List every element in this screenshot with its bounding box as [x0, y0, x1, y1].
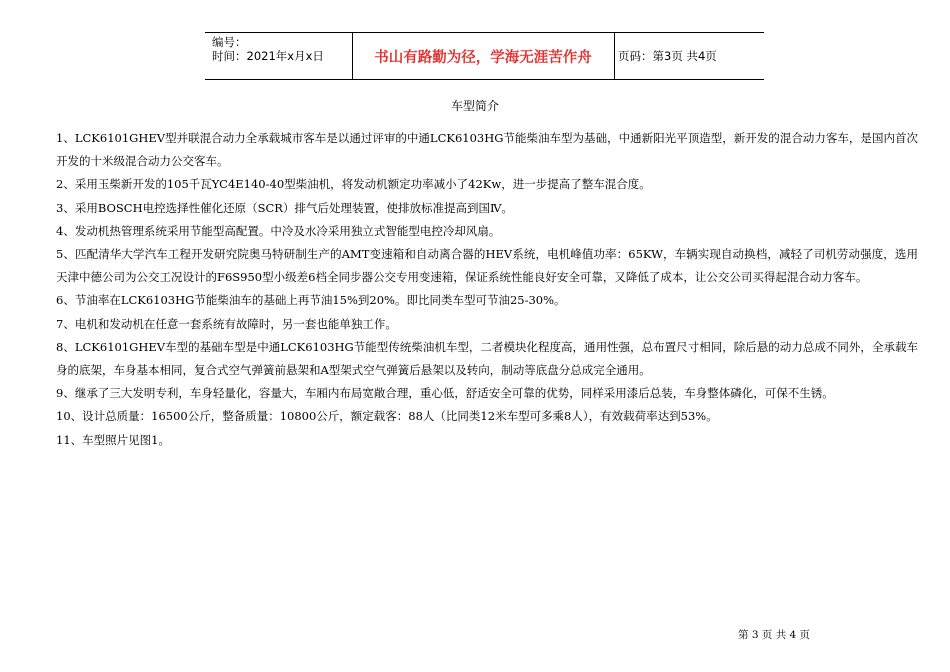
document-body — [56, 127, 918, 452]
page-footer: 第 3 页 共 4 页 — [738, 629, 811, 641]
header-meta — [212, 35, 355, 63]
doc-time-label: 时间：2021年x月x日 — [212, 49, 324, 63]
paragraph: 6、节油率在LCK6103HG节能柴油车的基础上再节油15%到20%。即比同类车型可节油25-30%。 — [56, 293, 566, 308]
paragraph: 7、电机和发动机在任意一套系统有故障时，另一套也能单独工作。 — [56, 316, 397, 331]
document-title: 车型简介 — [450, 99, 499, 113]
page-header — [205, 32, 764, 80]
paragraph: 4、发动机热管理系统采用节能型高配置。中冷及水冷采用独立式智能型电控冷却风扇。 — [56, 223, 501, 238]
doc-number-label: 编号： — [212, 35, 247, 49]
paragraph: 11、车型照片见图1。 — [56, 432, 170, 447]
header-motto: 书山有路勤为径，学海无涯苦作舟 — [374, 49, 592, 66]
paragraph: 9、继承了三大发明专利，车身轻量化，容量大，车厢内布局宽敞合理，重心低，舒适安全可靠的优势，同样采用漆后总装，车身整体磷化，可保不生锈。 — [56, 386, 834, 401]
paragraph: 3、采用BOSCH电控选择性催化还原（SCR）排气后处理装置，使排放标准提高到国Ⅳ。 — [56, 200, 513, 215]
paragraph: 1、LCK6101GHEV型并联混合动力全承载城市客车是以通过评审的中通LCK6103HG节能柴油车型为基础，中通新阳光平顶造型，新开发的混合动力客车，是国内首次开发的十米级混合动力公交客车。 — [56, 131, 918, 169]
paragraph: 8、LCK6101GHEV车型的基础车型是中通LCK6103HG节能型传统柴油机车型，二者模块化程度高，通用性强，总布置尺寸相同，除后悬的动力总成不同外，全承载车身的底架，车身基本相同，复合式空气弹簧前悬架和A型架式空气弹簧后悬架以及转向，制动等底盘分总成完全通用。 — [56, 339, 918, 378]
header-page-info: 页码：第3页 共4页 — [618, 49, 717, 63]
header-divider — [614, 33, 615, 79]
paragraph: 10、设计总质量：16500公斤，整备质量：10800公斤，额定载客：88人（比同类12米车型可多乘8人），有效载荷率达到53%。 — [56, 409, 718, 424]
paragraph: 5、匹配清华大学汽车工程开发研究院奥马特研制生产的AMT变速箱和自动离合器的HEV系统，电机峰值功率：65KW，车辆实现自动换档，减轻了司机劳动强度，选用天津中德公司为公交工况设计的F6S950型小级差6档全同步器公交专用变速箱，保证系统性能良好安全可靠，又降低了成本，让公交公司买得起混合动力客车。 — [56, 247, 918, 285]
paragraph: 2、采用玉柴新开发的105千瓦YC4E140-40型柴油机，将发动机额定功率减小了42Kw，进一步提高了整车混合度。 — [56, 177, 651, 192]
